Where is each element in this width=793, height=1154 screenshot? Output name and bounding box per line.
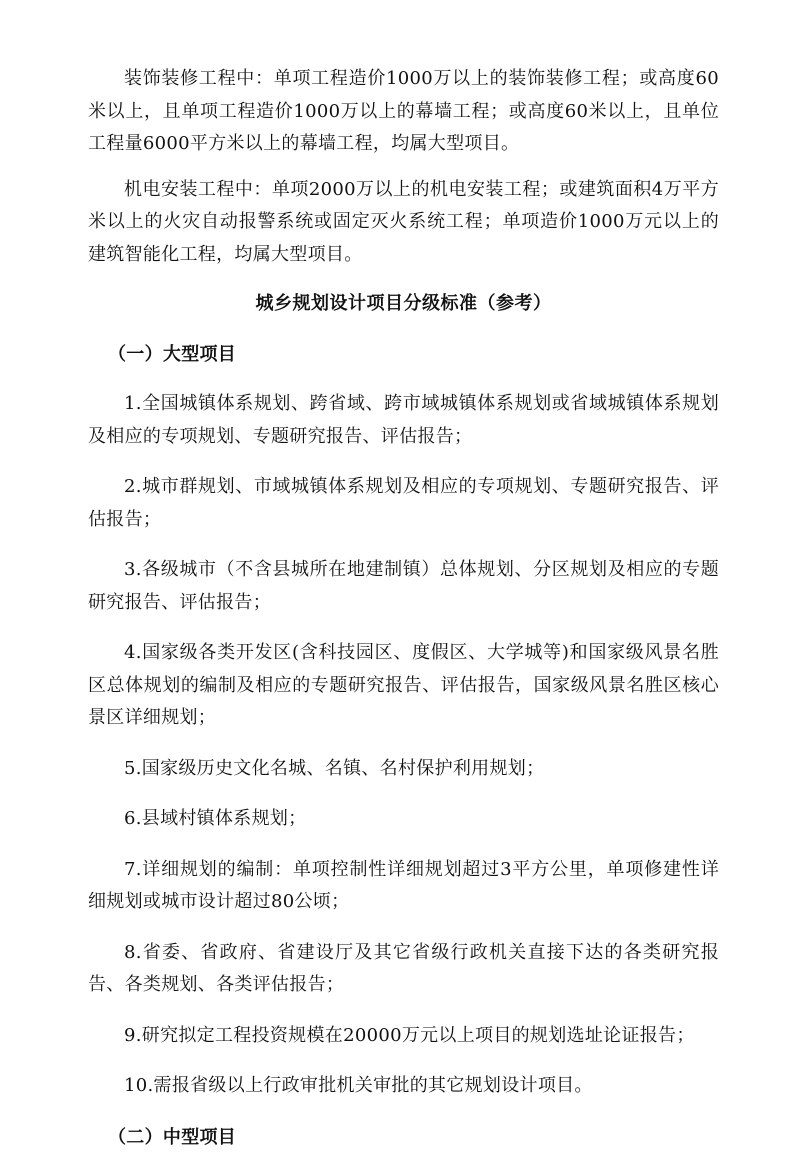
- paragraph-electromechanical-projects: 机电安装工程中：单项2000万以上的机电安装工程；或建筑面积4万平方米以上的火灾自动报警系统或固定灭火系统工程；单项造价1000万元以上的建筑智能化工程，均属大型项目。: [88, 178, 719, 265]
- list-item: 6.县域村镇体系规划；: [124, 808, 307, 829]
- list-item: 10.需报省级以上行政审批机关审批的其它规划设计项目。: [124, 1075, 593, 1096]
- list-item: 4.国家级各类开发区(含科技园区、度假区、大学城等)和国家级风景名胜区总体规划的编制及相应的专题研究报告、评估报告，国家级风景名胜区核心景区详细规划；: [88, 642, 719, 728]
- list-item: 3.各级城市（不含县城所在地建制镇）总体规划、分区规划及相应的专题研究报告、评估报告；: [88, 559, 719, 613]
- paragraph-decoration-projects: 装饰装修工程中：单项工程造价1000万以上的装饰装修工程；或高度60米以上，且单项工程造价1000万以上的幕墙工程；或高度60米以上，且单位工程量6000平方米以上的幕墙工程，均属大型项目。: [88, 68, 719, 154]
- section-title: 城乡规划设计项目分级标准（参考）: [255, 293, 552, 314]
- list-item: 5.国家级历史文化名城、名镇、名村保护利用规划；: [124, 757, 545, 779]
- list-item: 7.详细规划的编制：单项控制性详细规划超过3平方公里，单项修建性详细规划或城市设计超过80公顷；: [88, 858, 719, 912]
- list-item: 8.省委、省政府、省建设厅及其它省级行政机关直接下达的各类研究报告、各类规划、各类评估报告；: [88, 941, 719, 995]
- heading-medium-projects: （二）中型项目: [108, 1126, 237, 1148]
- heading-large-projects: （一）大型项目: [108, 344, 237, 365]
- list-item: 9.研究拟定工程投资规模在20000万元以上项目的规划选址论证报告；: [124, 1024, 695, 1046]
- list-item: 2.城市群规划、市域城镇体系规划及相应的专项规划、专题研究报告、评估报告；: [88, 476, 719, 530]
- list-item: 1.全国城镇体系规划、跨省域、跨市域城镇体系规划或省域城镇体系规划及相应的专项规划、专题研究报告、评估报告；: [88, 393, 719, 447]
